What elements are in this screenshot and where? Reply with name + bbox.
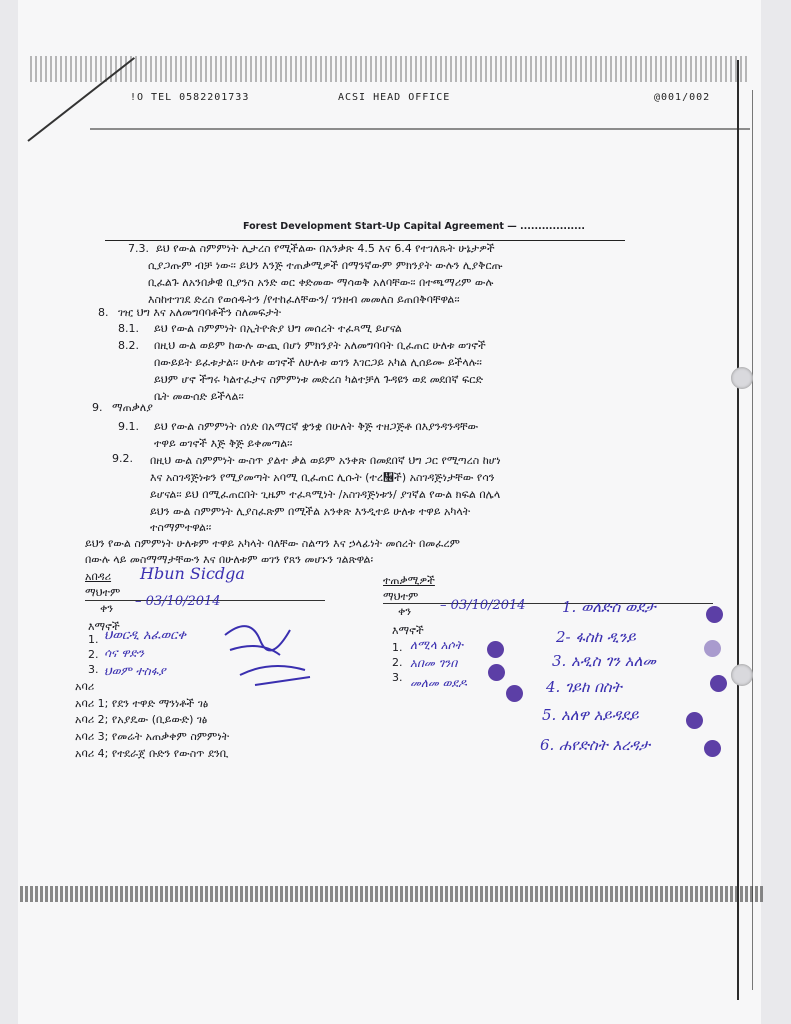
section-number: 8. (98, 306, 109, 319)
clause-text: ተዋይ ወገኖች እጅ ቅጅ ይቀመጣል፡፡ (154, 437, 293, 450)
clause-text: ሲያጋጡም ብቻ ነው፡፡ ይህን እንጅ ተጠቃሚዎች በማንኛውም ምክንያት ውሉን ሊያቅርጡ (148, 259, 503, 272)
section-title: ማጠቃለያ (112, 401, 153, 414)
clause-number: 8.2. (118, 339, 139, 352)
fax-noise-band (30, 56, 750, 82)
lender-heading: ተጠቃሚዎች (383, 574, 435, 587)
clause-text: ቤት መውሰድ ይችላል፡፡ (154, 390, 244, 403)
fax-rule (90, 128, 750, 130)
fax-office: ACSI HEAD OFFICE (338, 92, 451, 103)
attachments-label: አባሪ (75, 680, 95, 693)
margin-rule (737, 60, 739, 1000)
section-number: 9. (92, 401, 103, 414)
clause-text: ይህ የውል ስምምነት ሊታረስ የሚችልው በአንቃጽ 4.5 እና 6.4 የተገለጹት ሁኔታዎች (156, 242, 495, 255)
witness-label: እማኖች (88, 620, 120, 633)
clause-text: በውይይት ይፈቱታል፡፡ ሁለቱ ወገኖች ለሁለቱ ወገን እገርጋይ አካል ሊሰይሙ ይችላሉ፡፡ (154, 356, 482, 369)
clause-text: እስከተገገደ ድረስ የወሰዱትን /የተከፈለቸውን/ ገንዘብ መመለስ ይጠበቅባቸዋል፡፡ (148, 293, 460, 306)
witness-number: 3. (392, 671, 403, 684)
punch-hole (731, 367, 753, 389)
closing-text: ይህን የውል ስምምነት ሁለቱም ተዋይ አካላት ባለቸው ስልጣን እና ኃላፊነት መሰረት በመፈረም (85, 537, 460, 550)
thumbprint (706, 606, 723, 623)
clause-text: ይሆናል፡፡ ይህ በሚፈጠርበት ጊዜም ተፈጻሚነት /አስገዳጅነቱን/ ያገኛል የውል ክፍል በሌላ (150, 488, 501, 501)
handwritten-member: 2- ፋስከ ዲንይ (556, 628, 636, 646)
signature-line (383, 603, 713, 604)
section-title: ገዢ ህግ እና አለመግባባቶችን ስለመፍታት (118, 306, 282, 319)
clause-text: በዚህ ውል ስምምነት ውስጥ ያልተ ቃል ወይም አንቀጽ በመደበኛ ህግ ጋር የሚጣረስ ከሆነ (150, 454, 501, 467)
date-label: ቀን (100, 602, 114, 615)
signature-scribble (220, 615, 320, 695)
thumbprint (704, 740, 721, 757)
handwritten-witness: ለሚላ አሶት (410, 638, 463, 652)
thumbprint (488, 664, 505, 681)
thumbprint (710, 675, 727, 692)
clause-number: 9.1. (118, 420, 139, 433)
closing-text: በውሉ ላይ መስማማታቸውን እና በሁለቱም ወገን የጸን መሆኑን ገልጽዋል፡ (85, 553, 374, 566)
borrower-seal-label: ማህተም (85, 586, 121, 599)
clause-number: 9.2. (112, 452, 133, 465)
attachment-item: አባሪ 1; የደን ተዋድ ማንነቶች ገፅ (75, 697, 209, 710)
running-header (105, 218, 625, 241)
borrower-heading: አበዳሪ (85, 570, 112, 583)
clause-text: እና አስገዳጅነቱን የሚያመጣት አባሚ ቢፈጠር ሊሱት (ተረ኶ች) አስገዳጅነታቸው የሳን (150, 471, 495, 484)
witness-number: 2. (88, 648, 99, 661)
clause-number: 8.1. (118, 322, 139, 335)
clause-text: ቢፈልጉ ለአንበቃዊ ቢያንስ አንድ ወር ቀድመው ማሳወቅ አለባቸው፡፡ በተጫማሪም ውሉ (148, 276, 494, 289)
lender-seal-label: ማህተም (383, 590, 419, 603)
handwritten-witness: ሳና ዋድን (104, 646, 145, 660)
witness-number: 2. (392, 656, 403, 669)
clause-text: ይህ የውል ስምምነት በኢትዮጵያ ህግ መሰረት ተፈጻሚ ይሆናል (154, 322, 402, 335)
handwritten-member: 1. ወለድስ ወደታ (562, 598, 656, 616)
punch-hole (731, 664, 753, 686)
handwritten-witness: ህወም ተስፋያ (104, 664, 166, 678)
fax-sender: !O TEL 0582201733 (130, 92, 250, 103)
attachment-item: አባሪ 2; የአያዴው (ቢይውድ) ገፅ (75, 713, 208, 726)
thumbprint (487, 641, 504, 658)
thumbprint (686, 712, 703, 729)
attachment-item: አባሪ 4; የተደራጀ ቡድን የውስጥ ደንቢ (75, 747, 229, 760)
fax-noise-band (20, 886, 765, 902)
witness-number: 3. (88, 663, 99, 676)
thumbprint (506, 685, 523, 702)
clause-text: ይህ የውል ስምምነት ሰነድ በአማርኛ ቋንቋ በሁለት ቅጅ ተዘጋጅቶ በእያንዳንዳቸው (154, 420, 479, 433)
clause-text: ይህን ውል ስምምነት ሊያስፈጽም በሚችል አንቀጽ እንዲተይ ሁለቱ ተዋይ አካላት (150, 505, 471, 518)
handwritten-witness: ህወርዲ አፈወርቀ (104, 628, 187, 643)
clause-text: በዚህ ውል ወይም ከውሉ ውጪ በሆነ ምክንያት አለመግባባት ቢፈጠር ሁለቱ ወገኖች (154, 339, 486, 352)
witness-number: 1. (88, 633, 99, 646)
witness-label: እማኖች (392, 624, 424, 637)
attachment-item: አባሪ 3; የመሬት አጠቃቀም ስምምነት (75, 730, 230, 743)
handwritten-name: Hbun Sicdga (140, 564, 245, 583)
clause-text: ይህም ሆኖ ችግሩ ካልተፈታና ስምምነቱ መድረስ ካልተቻለ ጉዳዩን ወደ መደበኛ ፍርድ (154, 373, 483, 386)
witness-number: 1. (392, 641, 403, 654)
thumbprint (704, 640, 721, 657)
handwritten-member: 3. አዲስ ገን አለመ (552, 652, 656, 670)
running-header-title: Forest Development Start-Up Capital Agreement — .................. (243, 221, 585, 232)
date-label: ቀን (398, 605, 412, 618)
clause-text: ተስማምተዋል፡፡ (150, 521, 212, 534)
fax-page-count: @001/002 (654, 92, 711, 103)
handwritten-member: 4. ገይከ በስት (546, 678, 622, 696)
handwritten-witness: መለመ ወደዶ (410, 676, 467, 690)
margin-rule-2 (752, 90, 753, 990)
clause-number: 7.3. (128, 242, 149, 255)
handwritten-member: 6. ሐየድስት እረዳታ (540, 736, 650, 754)
handwritten-member: 5. አለዋ አይዳደይ (542, 706, 639, 724)
handwritten-date: – 03/10/2014 (440, 598, 526, 613)
handwritten-date: – 03/10/2014 (135, 594, 221, 609)
handwritten-witness: አበመ ገንበ (410, 656, 458, 670)
